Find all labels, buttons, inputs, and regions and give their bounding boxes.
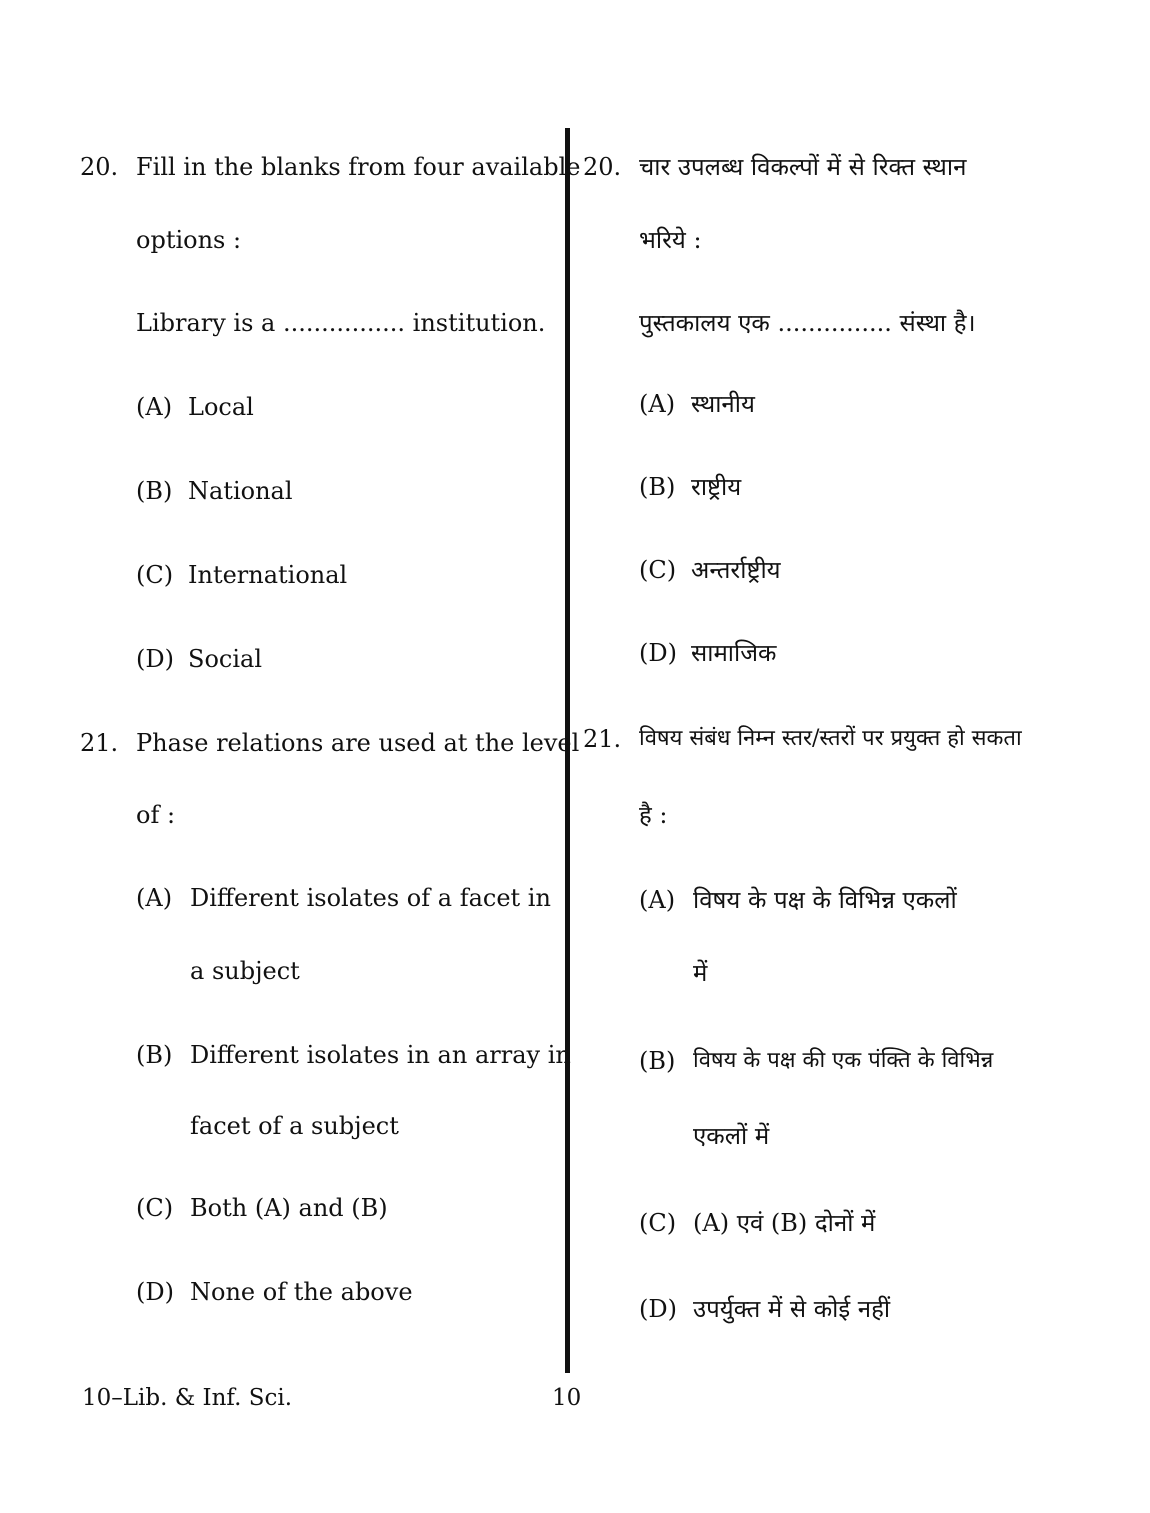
- exam-page: 20. Fill in the blanks from four available options : Library is a ................ institution. (A) Local (B) National (C) International (D) Social 21. Phase relations are used at the level of : (A) Different isolates of a facet in a subject (B) Different isolates in an array in facet of a subject (C) Both (A) and (B) (D) None of the above 20. चार उपलब्ध विकल्पों में से रिक्त स्थान भरिये : पुस्तकालय एक ............... संस्था है। (A) स्थानीय (B) राष्ट्रीय (C) अन्तर्राष्ट्रीय (D) सामाजिक 21. विषय संबंध निम्न स्तर/स्तरों पर प्रयुक्त हो सकता है : (A) विषय के पक्ष के विभिन्न एकलों में (B) विषय के पक्ष की एक पंक्ति के विभिन्न एकलों में (C) (A) एवं (B) दोनों में (D) उपर्युक्त में से कोई नहीं 10–Lib. & Inf. Sci. 10: [0, 0, 1150, 1513]
- question-21-hindi-number: 21.: [583, 725, 622, 753]
- question-20-number: 20.: [80, 153, 119, 181]
- page-number: 10: [552, 1385, 582, 1411]
- question-21-number: 21.: [80, 729, 119, 757]
- paper-code: 10–Lib. & Inf. Sci.: [82, 1385, 293, 1411]
- question-20-hindi-number: 20.: [583, 153, 622, 181]
